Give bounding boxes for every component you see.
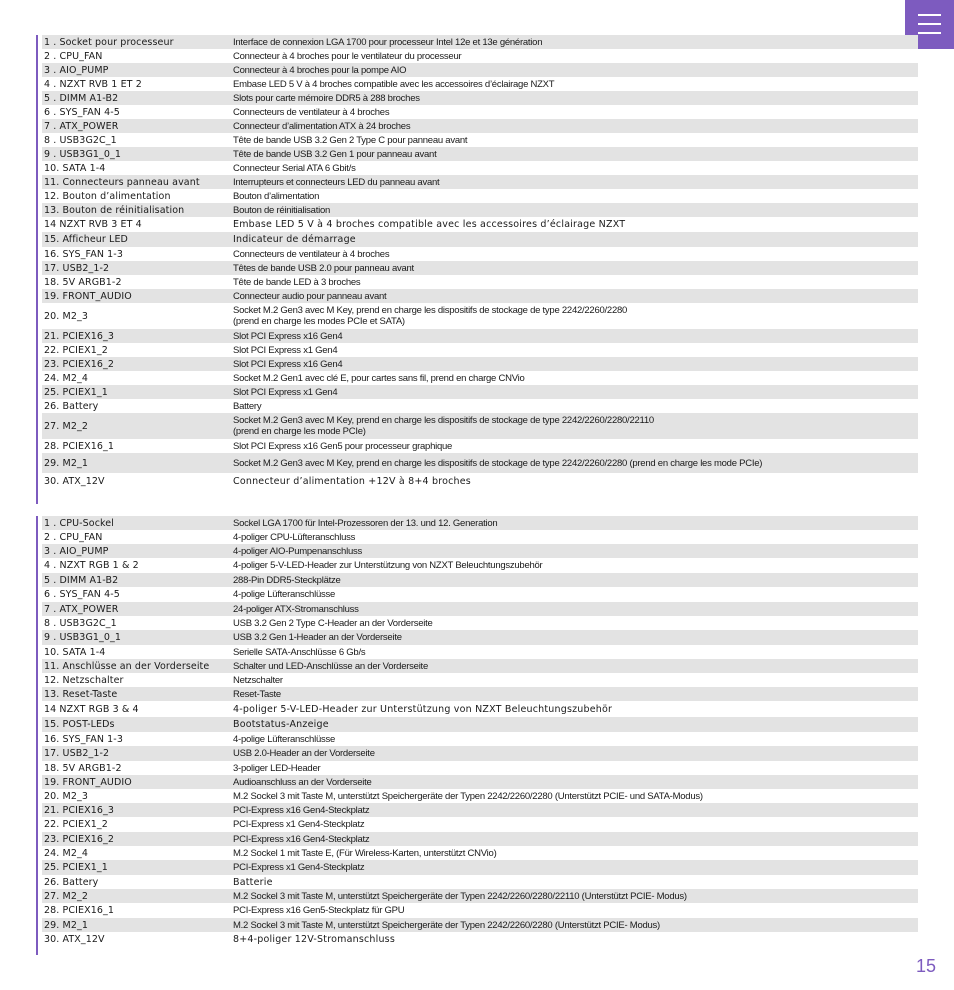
connector-description: 4-poliger 5-V-LED-Header zur Unterstützung von NZXT Beleuchtungszubehör bbox=[233, 560, 543, 571]
connector-description: PCI-Express x16 Gen5-Steckplatz für GPU bbox=[233, 905, 405, 916]
table-row bbox=[42, 289, 918, 303]
connector-description: 288-Pin DDR5-Steckplätze bbox=[233, 574, 341, 586]
table-row bbox=[42, 761, 918, 775]
connector-description: Connecteur d’alimentation ATX à 24 broches bbox=[233, 120, 411, 132]
german-connector-table bbox=[36, 516, 918, 955]
table-row bbox=[42, 413, 918, 439]
table-row bbox=[42, 357, 918, 371]
table-row bbox=[42, 473, 918, 489]
connector-label: 16. SYS_FAN 1-3 bbox=[44, 248, 123, 260]
connector-description: Socket M.2 Gen1 avec clé E, pour cartes sans fil, prend en charge CNVio bbox=[233, 372, 525, 384]
table-row bbox=[42, 275, 918, 289]
table-row bbox=[42, 91, 918, 105]
table-row bbox=[42, 659, 918, 673]
connector-label: 23. PCIEX16_2 bbox=[44, 358, 114, 370]
table-row bbox=[42, 789, 918, 803]
connector-description: M.2 Sockel 3 mit Taste M, unterstützt Speichergeräte der Typen 2242/2260/2280 (Unterstützt PCIE- Modus) bbox=[233, 919, 660, 931]
connector-description: Netzschalter bbox=[233, 674, 283, 686]
connector-description: Tête de bande USB 3.2 Gen 1 pour panneau avant bbox=[233, 148, 437, 160]
connector-label: 13. Bouton de réinitialisation bbox=[44, 204, 185, 216]
connector-label: 30. ATX_12V bbox=[44, 933, 105, 945]
table-row bbox=[42, 717, 918, 732]
connector-label: 12. Netzschalter bbox=[44, 674, 124, 686]
connector-description: Audioanschluss an der Vorderseite bbox=[233, 776, 372, 788]
connector-label: 4 . NZXT RGB 1 & 2 bbox=[44, 560, 139, 571]
connector-description: Connecteur d’alimentation +12V à 8+4 broches bbox=[233, 475, 471, 487]
table-row bbox=[42, 803, 918, 817]
table-row bbox=[42, 399, 918, 413]
connector-label: 6 . SYS_FAN 4-5 bbox=[44, 589, 120, 600]
table-row bbox=[42, 232, 918, 247]
connector-description: Connecteurs de ventilateur à 4 broches bbox=[233, 248, 390, 260]
table-row bbox=[42, 49, 918, 63]
table-row bbox=[42, 673, 918, 687]
connector-label: 22. PCIEX1_2 bbox=[44, 344, 108, 356]
connector-label: 7 . ATX_POWER bbox=[44, 603, 119, 615]
table-row bbox=[42, 846, 918, 860]
connector-description: Slot PCI Express x16 Gen5 pour processeur graphique bbox=[233, 440, 453, 452]
connector-label: 15. POST-LEDs bbox=[44, 719, 115, 730]
table-row bbox=[42, 133, 918, 147]
connector-description: Tête de bande LED à 3 broches bbox=[233, 276, 361, 288]
connector-label: 26. Battery bbox=[44, 400, 99, 412]
connector-label: 28. PCIEX16_1 bbox=[44, 440, 114, 452]
table-row bbox=[42, 645, 918, 659]
connector-label: 30. ATX_12V bbox=[44, 475, 105, 487]
section-accent-bar bbox=[36, 35, 38, 504]
connector-label: 17. USB2_1-2 bbox=[44, 262, 110, 274]
connector-label: 10. SATA 1-4 bbox=[44, 646, 106, 658]
connector-label: 14 NZXT RGB 3 & 4 bbox=[44, 703, 139, 715]
connector-description: Têtes de bande USB 2.0 pour panneau avant bbox=[233, 262, 414, 274]
connector-label: 18. 5V ARGB1-2 bbox=[44, 762, 122, 774]
connector-label: 19. FRONT_AUDIO bbox=[44, 290, 132, 302]
connector-label: 21. PCIEX16_3 bbox=[44, 330, 114, 342]
connector-label: 9 . USB3G1_0_1 bbox=[44, 632, 122, 643]
connector-description: Battery bbox=[233, 400, 262, 412]
connector-description: Connecteur à 4 broches pour la pompe AIO bbox=[233, 64, 407, 76]
connector-label: 29. M2_1 bbox=[44, 919, 88, 931]
connector-label: 6 . SYS_FAN 4-5 bbox=[44, 106, 120, 118]
connector-label: 2 . CPU_FAN bbox=[44, 531, 103, 543]
connector-description: M.2 Sockel 3 mit Taste M, unterstützt Speichergeräte der Typen 2242/2260/2280/22110 (Unterstützt PCIE- Modus) bbox=[233, 890, 687, 902]
connector-label: 9 . USB3G1_0_1 bbox=[44, 148, 122, 160]
connector-description: Slot PCI Express x1 Gen4 bbox=[233, 386, 338, 398]
connector-label: 17. USB2_1-2 bbox=[44, 748, 110, 759]
connector-label: 13. Reset-Taste bbox=[44, 688, 118, 700]
connector-label: 8 . USB3G2C_1 bbox=[44, 134, 117, 146]
table-row bbox=[42, 303, 918, 329]
connector-label: 1 . CPU-Sockel bbox=[44, 517, 114, 529]
connector-description: Reset-Taste bbox=[233, 688, 281, 700]
connector-description: 4-polige Lüfteranschlüsse bbox=[233, 733, 336, 745]
connector-label: 22. PCIEX1_2 bbox=[44, 819, 108, 830]
connector-description: PCI-Express x16 Gen4-Steckplatz bbox=[233, 833, 370, 845]
connector-description: Schalter und LED-Anschlüsse an der Vorderseite bbox=[233, 660, 428, 672]
table-row bbox=[42, 385, 918, 399]
connector-label: 21. PCIEX16_3 bbox=[44, 804, 114, 816]
connector-description: Sockel LGA 1700 für Intel-Prozessoren der 13. und 12. Generation bbox=[233, 517, 498, 529]
table-row bbox=[42, 558, 918, 573]
connector-description: 4-polige Lüfteranschlüsse bbox=[233, 589, 336, 600]
table-row bbox=[42, 889, 918, 903]
table-row bbox=[42, 343, 918, 357]
table-row bbox=[42, 746, 918, 761]
connector-label: 5 . DIMM A1-B2 bbox=[44, 574, 119, 586]
table-row bbox=[42, 217, 918, 232]
connector-description: 4-poliger 5-V-LED-Header zur Unterstützung von NZXT Beleuchtungszubehör bbox=[233, 703, 613, 715]
connector-description: Interface de connexion LGA 1700 pour processeur Intel 12e et 13e génération bbox=[233, 36, 543, 48]
table-row bbox=[42, 453, 918, 473]
table-row bbox=[42, 175, 918, 189]
connector-description: Interrupteurs et connecteurs LED du panneau avant bbox=[233, 176, 440, 188]
table-row bbox=[42, 329, 918, 343]
table-row bbox=[42, 817, 918, 832]
connector-description: Connecteur à 4 broches pour le ventilateur du processeur bbox=[233, 50, 462, 62]
connector-label: 28. PCIEX16_1 bbox=[44, 905, 114, 916]
connector-label: 29. M2_1 bbox=[44, 457, 88, 469]
connector-label: 20. M2_3 bbox=[44, 310, 88, 322]
table-row bbox=[42, 203, 918, 217]
connector-label: 23. PCIEX16_2 bbox=[44, 833, 114, 845]
table-row bbox=[42, 63, 918, 77]
connector-description: Slots pour carte mémoire DDR5 à 288 broches bbox=[233, 92, 420, 104]
connector-description: Socket M.2 Gen3 avec M Key, prend en charge les dispositifs de stockage de type 2242/2260/2280 (prend en charge les mode PCIe) bbox=[233, 457, 763, 469]
connector-label: 24. M2_4 bbox=[44, 847, 88, 859]
connector-label: 7 . ATX_POWER bbox=[44, 120, 119, 132]
table-row bbox=[42, 918, 918, 932]
table-row bbox=[42, 439, 918, 453]
table-row bbox=[42, 161, 918, 175]
table-row bbox=[42, 371, 918, 385]
connector-description: Indicateur de démarrage bbox=[233, 234, 356, 245]
table-row bbox=[42, 35, 918, 49]
table-row bbox=[42, 602, 918, 616]
connector-description: Embase LED 5 V à 4 broches compatible avec les accessoires d’éclairage NZXT bbox=[233, 78, 555, 90]
table-row bbox=[42, 247, 918, 261]
table-row bbox=[42, 147, 918, 161]
connector-description: 3-poliger LED-Header bbox=[233, 762, 321, 774]
french-connector-table bbox=[36, 35, 918, 504]
connector-label: 1 . Socket pour processeur bbox=[44, 36, 174, 48]
connector-label: 20. M2_3 bbox=[44, 790, 88, 802]
connector-description: Connecteurs de ventilateur à 4 broches bbox=[233, 106, 390, 118]
table-row bbox=[42, 832, 918, 846]
connector-description: Bootstatus-Anzeige bbox=[233, 719, 329, 730]
table-row bbox=[42, 119, 918, 133]
connector-description: Tête de bande USB 3.2 Gen 2 Type C pour panneau avant bbox=[233, 134, 468, 146]
table-row bbox=[42, 77, 918, 91]
connector-label: 26. Battery bbox=[44, 876, 99, 888]
table-row bbox=[42, 261, 918, 275]
connector-label: 27. M2_2 bbox=[44, 420, 88, 432]
connector-label: 27. M2_2 bbox=[44, 890, 88, 902]
connector-description: Bouton de réinitialisation bbox=[233, 204, 331, 216]
connector-label: 3 . AIO_PUMP bbox=[44, 64, 109, 76]
connector-label: 14 NZXT RVB 3 ET 4 bbox=[44, 219, 142, 230]
connector-description: PCI-Express x16 Gen4-Steckplatz bbox=[233, 804, 370, 816]
connector-description: PCI-Express x1 Gen4-Steckplatz bbox=[233, 819, 365, 830]
connector-label: 11. Connecteurs panneau avant bbox=[44, 176, 200, 188]
connector-label: 18. 5V ARGB1-2 bbox=[44, 276, 122, 288]
connector-label: 10. SATA 1-4 bbox=[44, 162, 106, 174]
connector-label: 19. FRONT_AUDIO bbox=[44, 776, 132, 788]
connector-label: 24. M2_4 bbox=[44, 372, 88, 384]
connector-description: 4-poliger AIO-Pumpenanschluss bbox=[233, 545, 362, 557]
table-row bbox=[42, 530, 918, 544]
table-row bbox=[42, 516, 918, 530]
connector-description: M.2 Sockel 1 mit Taste E, (Für Wireless-Karten, unterstützt CNVio) bbox=[233, 847, 497, 859]
connector-label: 16. SYS_FAN 1-3 bbox=[44, 733, 123, 745]
connector-description: Connecteur Serial ATA 6 Gbit/s bbox=[233, 162, 356, 174]
connector-description: Bouton d’alimentation bbox=[233, 190, 320, 202]
connector-label: 15. Afficheur LED bbox=[44, 234, 128, 245]
table-row bbox=[42, 860, 918, 875]
table-row bbox=[42, 775, 918, 789]
connector-description: Slot PCI Express x1 Gen4 bbox=[233, 344, 338, 356]
connector-description: Embase LED 5 V à 4 broches compatible avec les accessoires d’éclairage NZXT bbox=[233, 219, 626, 230]
connector-description: PCI-Express x1 Gen4-Steckplatz bbox=[233, 862, 365, 873]
connector-label: 2 . CPU_FAN bbox=[44, 50, 103, 62]
table-row bbox=[42, 732, 918, 746]
table-row bbox=[42, 875, 918, 889]
connector-label: 8 . USB3G2C_1 bbox=[44, 617, 117, 629]
connector-label: 11. Anschlüsse an der Vorderseite bbox=[44, 660, 210, 672]
table-row bbox=[42, 903, 918, 918]
connector-label: 25. PCIEX1_1 bbox=[44, 862, 108, 873]
connector-label: 5 . DIMM A1-B2 bbox=[44, 92, 119, 104]
connector-description: Slot PCI Express x16 Gen4 bbox=[233, 358, 343, 370]
table-row bbox=[42, 105, 918, 119]
table-row bbox=[42, 616, 918, 630]
connector-description: Connecteur audio pour panneau avant bbox=[233, 290, 387, 302]
connector-description: Slot PCI Express x16 Gen4 bbox=[233, 330, 343, 342]
table-row bbox=[42, 701, 918, 717]
connector-description: 24-poliger ATX-Stromanschluss bbox=[233, 603, 359, 615]
connector-description: Serielle SATA-Anschlüsse 6 Gb/s bbox=[233, 646, 366, 658]
page-number: 15 bbox=[916, 956, 937, 976]
table-row bbox=[42, 587, 918, 602]
connector-description: USB 2.0-Header an der Vorderseite bbox=[233, 748, 375, 759]
section-accent-bar bbox=[36, 516, 38, 955]
table-row bbox=[42, 573, 918, 587]
connector-description: 4-poliger CPU-Lüfteranschluss bbox=[233, 531, 356, 543]
connector-label: 3 . AIO_PUMP bbox=[44, 545, 109, 557]
connector-label: 12. Bouton d’alimentation bbox=[44, 190, 171, 202]
connector-label: 4 . NZXT RVB 1 ET 2 bbox=[44, 78, 142, 90]
table-row bbox=[42, 687, 918, 701]
table-row bbox=[42, 189, 918, 203]
connector-description: 8+4-poliger 12V-Stromanschluss bbox=[233, 933, 395, 945]
connector-description: M.2 Sockel 3 mit Taste M, unterstützt Speichergeräte der Typen 2242/2260/2280 (Unterstützt PCIE- und SATA-Modus) bbox=[233, 790, 703, 802]
connector-description: USB 3.2 Gen 1-Header an der Vorderseite bbox=[233, 632, 402, 643]
table-row bbox=[42, 932, 918, 946]
connector-description: Socket M.2 Gen3 avec M Key, prend en charge les dispositifs de stockage de type 2242/2260/2280/22110 (prend en charge les mode PCIe) bbox=[233, 415, 654, 437]
table-row bbox=[42, 630, 918, 645]
connector-label: 25. PCIEX1_1 bbox=[44, 386, 108, 398]
connector-description: Socket M.2 Gen3 avec M Key, prend en charge les dispositifs de stockage de type 2242/2260/2280 (prend en charge les modes PCIe et SATA) bbox=[233, 305, 628, 327]
connector-description: Batterie bbox=[233, 876, 273, 888]
table-row bbox=[42, 544, 918, 558]
connector-description: USB 3.2 Gen 2 Type C-Header an der Vorderseite bbox=[233, 617, 433, 629]
